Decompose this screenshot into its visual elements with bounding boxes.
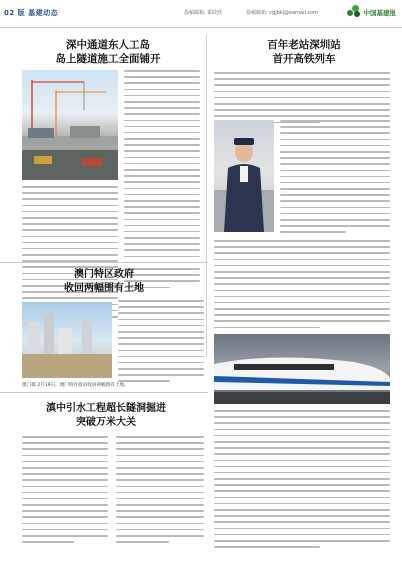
article-3-caption: 澳门街 2月19日，澳门特区政府收回两幅围有土地。 bbox=[22, 383, 129, 388]
article-1-title-line1: 深中通道东人工岛 bbox=[66, 39, 150, 51]
article-3-body bbox=[118, 300, 204, 387]
article-3-title-line2: 收回两幅围有土地 bbox=[64, 283, 144, 294]
column-divider bbox=[206, 34, 207, 356]
article-4-body-left bbox=[22, 436, 108, 547]
article-2-title-line2: 首开高铁列车 bbox=[272, 53, 336, 65]
construction-site-illustration bbox=[22, 70, 118, 180]
article-2-headline bbox=[224, 38, 384, 66]
article-1-headline bbox=[28, 38, 188, 66]
macau-land-illustration bbox=[22, 302, 112, 378]
article-2-photo-train bbox=[214, 334, 390, 404]
article-4-title-line2: 突破万米大关 bbox=[76, 417, 136, 428]
newspaper-logo bbox=[347, 5, 397, 19]
article-3-headline bbox=[40, 268, 168, 296]
article-2-title-line1: 百年老站深圳站 bbox=[267, 39, 341, 51]
article-4-body-right bbox=[116, 436, 204, 547]
logo-name: 中国基建报 bbox=[363, 8, 396, 17]
section-divider-left bbox=[0, 262, 208, 263]
article-3-title-line1: 澳门特区政府 bbox=[74, 269, 134, 280]
article-1-photo bbox=[22, 70, 118, 180]
logo-mark-icon bbox=[347, 5, 361, 19]
railway-staff-illustration bbox=[214, 120, 274, 232]
section-divider-bottom bbox=[0, 392, 208, 393]
editor-credit: 投稿邮箱: 霍政欣 bbox=[184, 10, 223, 16]
high-speed-train-illustration bbox=[214, 334, 390, 404]
page-header bbox=[0, 0, 402, 28]
submission-email: 投稿邮箱: cgjbkl@eamail.com bbox=[246, 10, 319, 16]
article-2-body-middle bbox=[280, 120, 390, 238]
article-2-photo-staff bbox=[214, 120, 274, 232]
article-2-body-lower bbox=[214, 240, 390, 333]
article-1-body-right bbox=[124, 70, 200, 293]
article-3-photo bbox=[22, 302, 112, 378]
article-4-headline bbox=[20, 402, 192, 430]
article-1-title-line2: 岛上隧道施工全面铺开 bbox=[55, 53, 161, 65]
article-4-title-line1: 滇中引水工程超长隧洞掘进 bbox=[46, 403, 166, 414]
article-2-body-bottom bbox=[214, 410, 390, 552]
page-section-label: 02 版 基建动态 bbox=[4, 9, 59, 17]
